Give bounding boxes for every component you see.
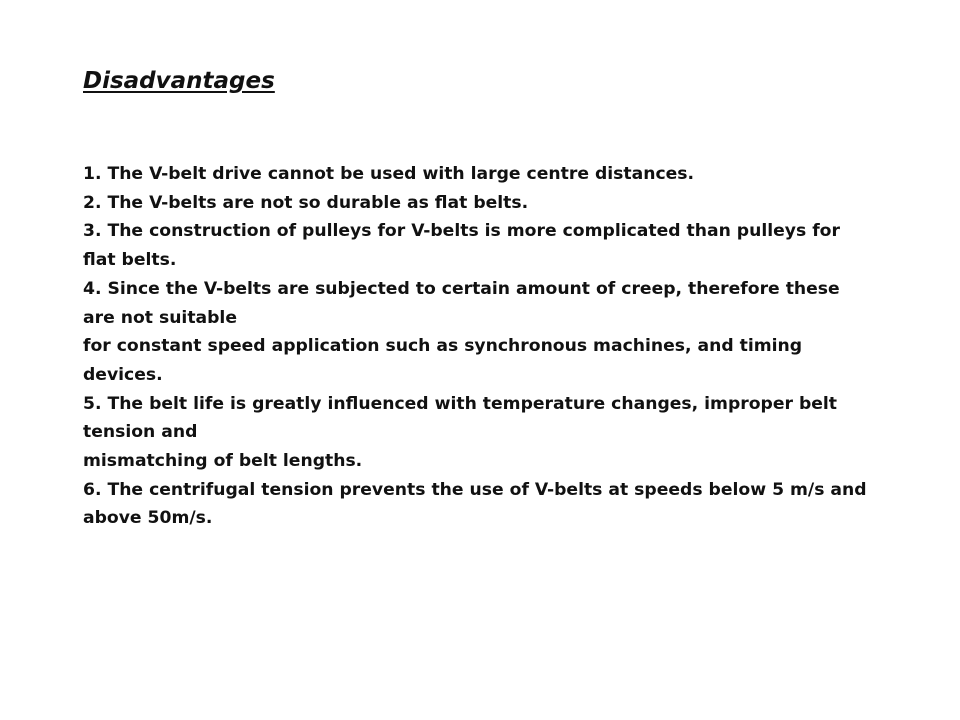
disadvantages-list [83,160,883,533]
list-line: 4. Since the V-belts are subjected to certain amount of creep, therefore these [83,278,840,299]
list-line: 6. The centrifugal tension prevents the use of V-belts at speeds below 5 m/s and [83,479,867,500]
list-line: 3. The construction of pulleys for V-belts is more complicated than pulleys for [83,221,840,242]
slide-title: Disadvantages [83,68,275,94]
list-line: above 50m/s. [83,508,213,529]
list-line: mismatching of belt lengths. [83,451,363,472]
list-line: 1. The V-belt drive cannot be used with large centre distances. [83,164,695,184]
list-line: 2. The V-belts are not so durable as flat belts. [83,192,529,213]
list-line: devices. [83,364,163,385]
list-line: tension and [83,422,198,443]
list-line: for constant speed application such as synchronous machines, and timing [83,336,803,357]
list-line: flat belts. [83,250,177,271]
list-line: are not suitable [83,307,237,328]
list-line: 5. The belt life is greatly influenced with temperature changes, improper belt [83,393,838,414]
